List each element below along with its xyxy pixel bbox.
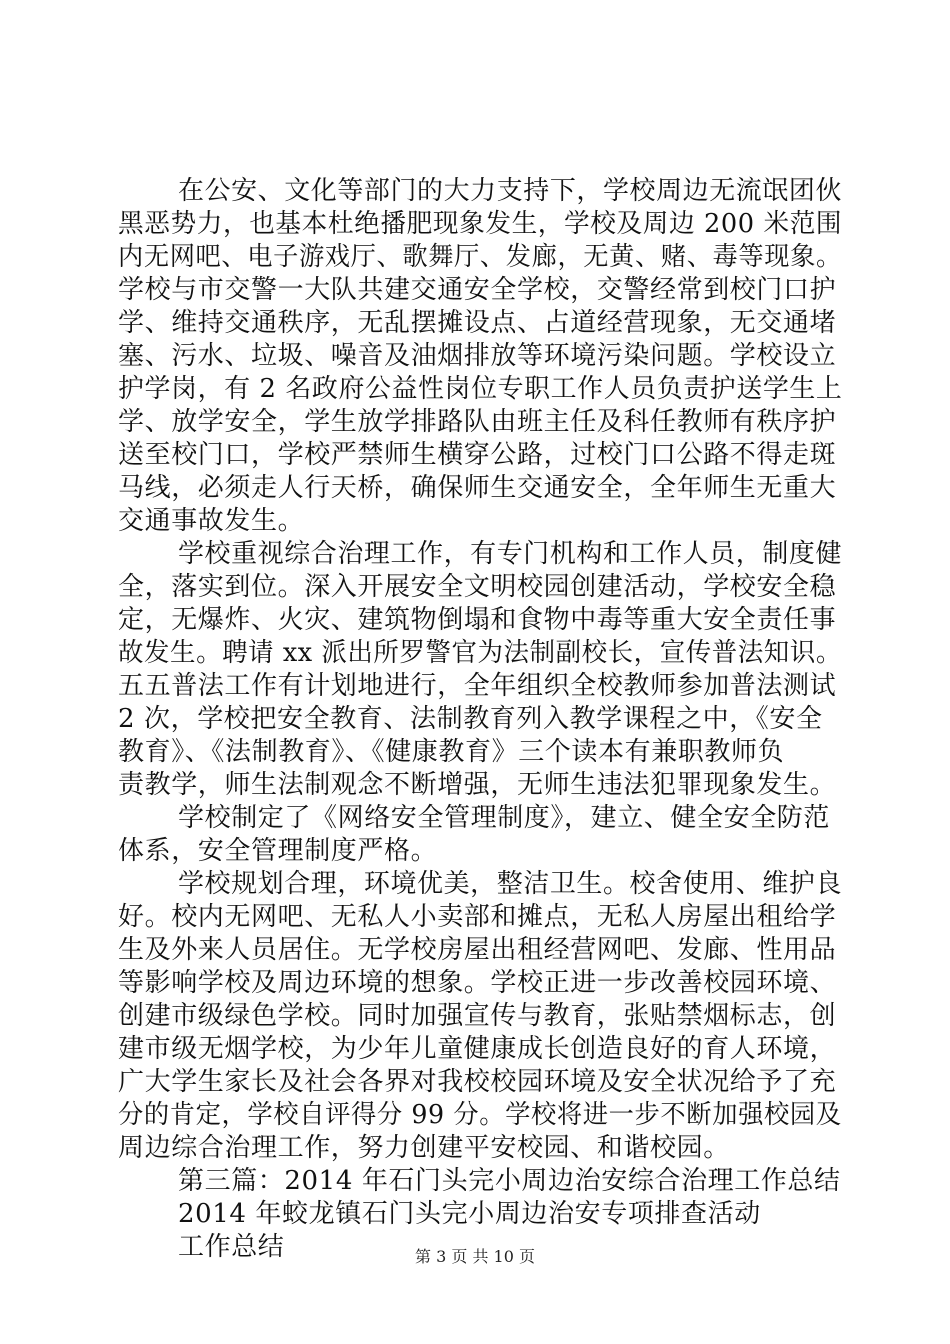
text-line: 教育》、《法制教育》、《健康教育》三个读本有兼职教师负 <box>118 737 785 767</box>
text-line: 学校制定了《网络安全管理制度》，建立、健全安全防范 <box>178 803 831 833</box>
text-line: 交通事故发生。 <box>118 506 305 536</box>
text-line: 广大学生家长及社会各界对我校校园环境及安全状况给予了充 <box>118 1067 837 1097</box>
text-line: 护学岗，有 2 名政府公益性岗位专职工作人员负责护送学生上 <box>118 374 843 404</box>
text-line: 学校与市交警一大队共建交通安全学校，交警经常到校门口护 <box>118 275 837 305</box>
text-line: 生及外来人员居住。无学校房屋出租经营网吧、发廊、性用品 <box>118 935 837 965</box>
text-line: 体系，安全管理制度严格。 <box>118 836 438 866</box>
section-subheading: 工作总结 <box>178 1232 285 1262</box>
text-line: 学校规划合理，环境优美，整洁卫生。校舍使用、维护良 <box>178 869 843 899</box>
text-line: 五五普法工作有计划地进行，全年组织全校教师参加普法测试 <box>118 671 837 701</box>
text-line: 定，无爆炸、火灾、建筑物倒塌和食物中毒等重大安全责任事 <box>118 605 837 635</box>
text-line: 在公安、文化等部门的大力支持下，学校周边无流氓团伙 <box>178 176 843 206</box>
text-line: 送至校门口，学校严禁师生横穿公路，过校门口公路不得走斑 <box>118 440 837 470</box>
text-line: 等影响学校及周边环境的想象。学校正进一步改善校园环境、 <box>118 968 837 998</box>
text-line: 责教学，师生法制观念不断增强，无师生违法犯罪现象发生。 <box>118 770 837 800</box>
text-line: 好。校内无网吧、无私人小卖部和摊点，无私人房屋出租给学 <box>118 902 837 932</box>
text-line: 学、维持交通秩序，无乱摆摊设点、占道经营现象，无交通堵 <box>118 308 837 338</box>
text-line: 学校重视综合治理工作，有专门机构和工作人员，制度健 <box>178 539 843 569</box>
text-line: 分的肯定，学校自评得分 99 分。学校将进一步不断加强校园及 <box>118 1100 842 1130</box>
text-line: 故发生。聘请 xx 派出所罗警官为法制副校长，宣传普法知识。 <box>118 638 842 668</box>
text-line: 塞、污水、垃圾、噪音及油烟排放等环境污染问题。学校设立 <box>118 341 837 371</box>
text-line: 内无网吧、电子游戏厅、歌舞厅、发廊，无黄、赌、毒等现象。 <box>118 242 842 272</box>
text-line: 周边综合治理工作，努力创建平安校园、和谐校园。 <box>118 1133 730 1163</box>
text-line: 马线，必须走人行天桥，确保师生交通安全，全年师生无重大 <box>118 473 837 503</box>
text-line: 黑恶势力，也基本杜绝播肥现象发生，学校及周边 200 米范围 <box>118 209 843 239</box>
text-line: 学、放学安全，学生放学排路队由班主任及科任教师有秩序护 <box>118 407 837 437</box>
text-line: 2 次，学校把安全教育、法制教育列入教学课程之中，《安全 <box>118 704 823 734</box>
section-subheading: 2014 年蛟龙镇石门头完小周边治安专项排查活动 <box>178 1199 761 1229</box>
text-line: 全，落实到位。深入开展安全文明校园创建活动，学校安全稳 <box>118 572 837 602</box>
section-heading: 第三篇：2014 年石门头完小周边治安综合治理工作总结 <box>178 1166 841 1196</box>
text-line: 创建市级绿色学校。同时加强宣传与教育，张贴禁烟标志，创 <box>118 1001 837 1031</box>
page-number-footer: 第 3 页 共 10 页 <box>415 1247 535 1266</box>
text-line: 建市级无烟学校，为少年儿童健康成长创造良好的育人环境， <box>118 1034 837 1064</box>
